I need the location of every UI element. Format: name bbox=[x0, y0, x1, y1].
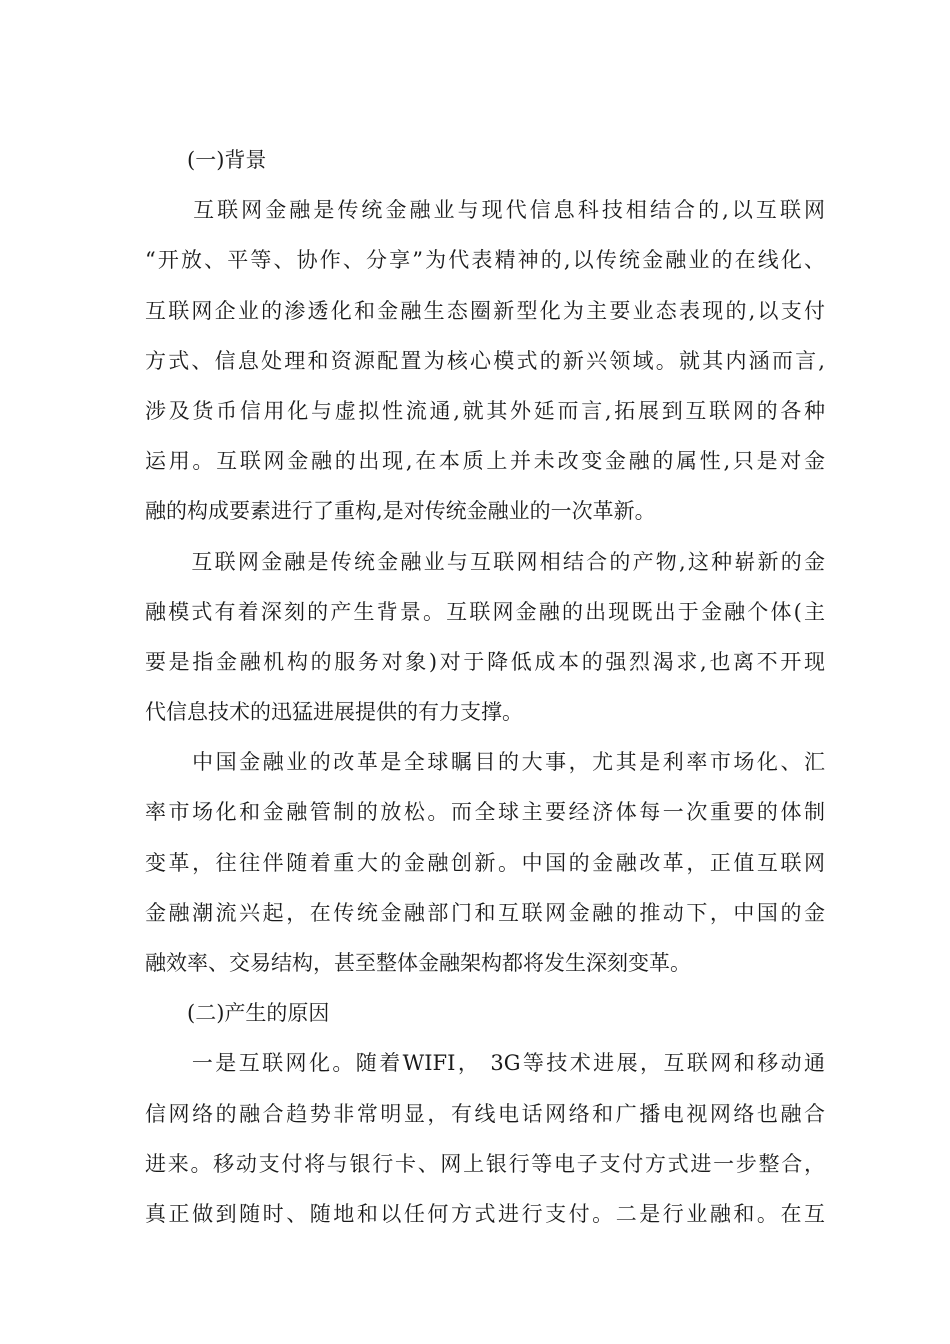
text-line: 一是互联网化。随着WIFI， 3G等技术进展，互联网和移动通 bbox=[145, 1051, 825, 1076]
text-line: 金融潮流兴起，在传统金融部门和互联网金融的推动下，中国的金 bbox=[145, 900, 825, 925]
text-line: (一)背景 bbox=[145, 148, 267, 172]
text-line: 信网络的融合趋势非常明显，有线电话网络和广播电视网络也融合 bbox=[145, 1101, 825, 1126]
text-line: 互联网企业的渗透化和金融生态圈新型化为主要业态表现的,以支付 bbox=[145, 298, 825, 323]
text-line: 融的构成要素进行了重构,是对传统金融业的一次革新。 bbox=[145, 499, 656, 524]
text-line: 涉及货币信用化与虚拟性流通,就其外延而言,拓展到互联网的各种 bbox=[145, 398, 825, 423]
text-line: 要是指金融机构的服务对象)对于降低成本的强烈渴求,也离不开现 bbox=[145, 649, 825, 674]
text-line: (二)产生的原因 bbox=[145, 1001, 330, 1026]
text-line: 运用。互联网金融的出现,在本质上并未改变金融的属性,只是对金 bbox=[145, 449, 825, 474]
text-line: 互联网金融是传统金融业与现代信息科技相结合的,以互联网 bbox=[145, 198, 825, 223]
text-line: 进来。移动支付将与银行卡、网上银行等电子支付方式进一步整合， bbox=[145, 1151, 825, 1176]
text-line: 融模式有着深刻的产生背景。互联网金融的出现既出于金融个体(主 bbox=[145, 599, 825, 624]
text-line: 率市场化和金融管制的放松。而全球主要经济体每一次重要的体制 bbox=[145, 800, 825, 825]
text-line: 代信息技术的迅猛进展提供的有力支撑。 bbox=[145, 700, 523, 725]
document-body bbox=[145, 135, 825, 1239]
text-line: 中国金融业的改革是全球瞩目的大事，尤其是利率市场化、汇 bbox=[145, 750, 825, 775]
text-line: 互联网金融是传统金融业与互联网相结合的产物,这种崭新的金 bbox=[145, 549, 825, 574]
text-line: 融效率、交易结构，甚至整体金融架构都将发生深刻变革。 bbox=[145, 951, 691, 975]
text-line: 变革，往往伴随着重大的金融创新。中国的金融改革，正值互联网 bbox=[145, 850, 825, 875]
text-line: 真正做到随时、随地和以任何方式进行支付。二是行业融和。在互 bbox=[145, 1201, 825, 1226]
text-line: “开放、平等、协作、分享”为代表精神的,以传统金融业的在线化、 bbox=[145, 248, 825, 273]
text-line: 方式、信息处理和资源配置为核心模式的新兴领域。就其内涵而言, bbox=[145, 348, 825, 373]
